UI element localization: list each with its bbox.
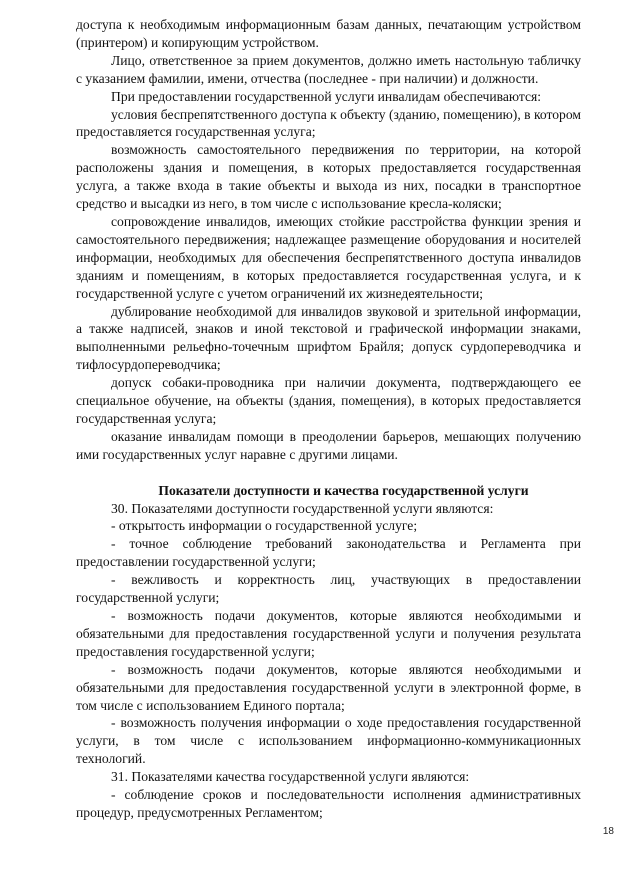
paragraph: доступа к необходимым информационным базам данных, печатающим устройством (принтером) и копирующим устройством. <box>76 17 581 50</box>
list-item: - возможность получения информации о ходе предоставления государственной услуги, в том числе с использованием информационно-коммуникационных технологий. <box>76 715 581 767</box>
list-item: - возможность подачи документов, которые являются необходимыми и обязательными для предоставления государственной услуги в электронной форме, в том числе с использованием Единого портала; <box>76 661 581 713</box>
list-item: - открытость информации о государственной услуге; <box>111 518 418 534</box>
paragraph: При предоставлении государственной услуги инвалидам обеспечиваются: <box>111 88 542 104</box>
section-heading: Показатели доступности и качества государственной услуги <box>158 482 529 498</box>
paragraph: 31. Показателями качества государственной услуги являются: <box>111 769 470 785</box>
page-number: 18 <box>602 826 614 837</box>
paragraph: 30. Показателями доступности государственной услуги являются: <box>111 500 494 516</box>
paragraph: сопровождение инвалидов, имеющих стойкие расстройства функции зрения и самостоятельного передвижения; надлежащее размещение оборудования и носителей информации, необходимых для обеспечения беспрепятственного доступа инвалидов зданиям и помещениям, в которых предоставляется государственная услуга, и к государственной услуге с учетом ограничений их жизнедеятельности; <box>76 213 581 301</box>
list-item: - соблюдение сроков и последовательности исполнения административных процедур, предусмотренных Регламентом; <box>76 787 581 820</box>
paragraph: допуск собаки-проводника при наличии документа, подтверждающего ее специальное обучение, на объекты (здания, помещения), в которых предоставляется государственная услуга; <box>76 375 581 426</box>
list-item: - вежливость и корректность лиц, участвующих в предоставлении государственной услуги; <box>76 572 581 606</box>
paragraph: условия беспрепятственного доступа к объекту (зданию, помещению), в котором предоставляется государственная услуга; <box>76 106 581 140</box>
document-body <box>76 16 581 822</box>
list-item: - возможность подачи документов, которые являются необходимыми и обязательными для предоставления государственной услуги и получения результата предоставления государственной услуги; <box>76 608 581 659</box>
paragraph: возможность самостоятельного передвижения по территории, на которой расположены здания и помещения, в которых предоставляется государственная услуга, а также входа в такие объекты и выхода из них, посадки в транспортное средство и высадки из него, в том числе с использование кресла-коляски; <box>76 142 581 212</box>
paragraph: дублирование необходимой для инвалидов звуковой и зрительной информации, а также надписей, знаков и иной текстовой и графической информации знаками, выполненными рельефно-точечным шрифтом Брайля; допуск сурдопереводчика и тифлосурдопереводчика; <box>76 303 581 373</box>
list-item: - точное соблюдение требований законодательства и Регламента при предоставлении государственной услуги; <box>76 536 581 570</box>
paragraph: Лицо, ответственное за прием документов, должно иметь настольную табличку с указанием фамилии, имени, отчества (последнее - при наличии) и должности. <box>76 52 581 86</box>
paragraph: оказание инвалидам помощи в преодолении барьеров, мешающих получению ими государственных услуг наравне с другими лицами. <box>76 428 581 462</box>
